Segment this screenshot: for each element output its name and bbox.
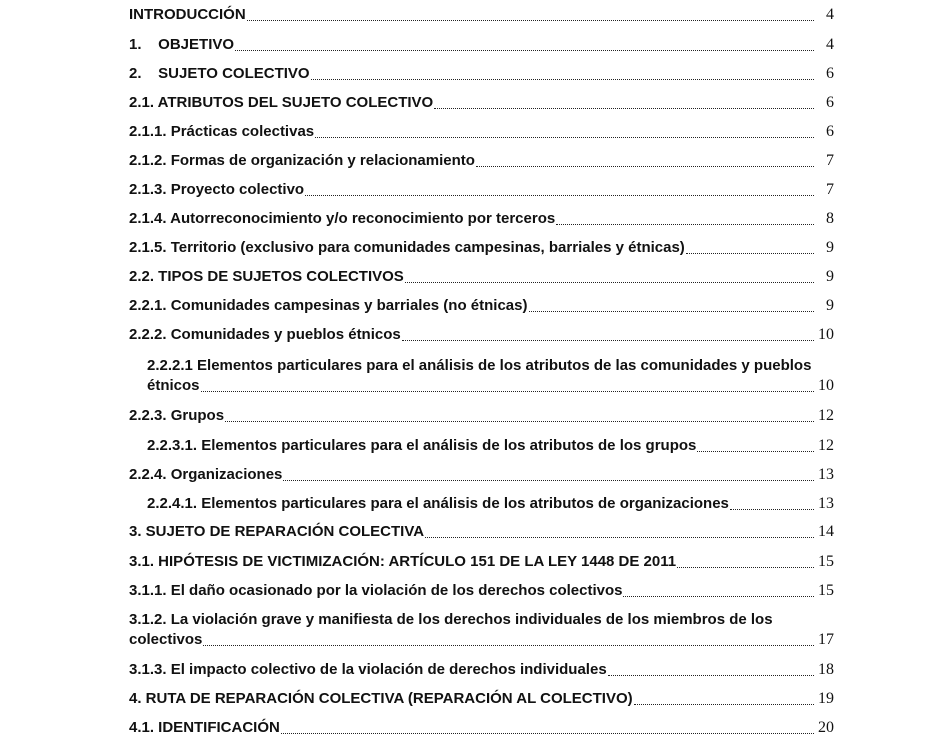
- toc-entry-3-1-1[interactable]: [129, 581, 834, 601]
- toc-entry-2-1-2[interactable]: [129, 151, 834, 171]
- toc-entry-page: 19: [818, 690, 834, 707]
- dot-leader: [201, 391, 814, 392]
- toc-entry-4-1[interactable]: [129, 718, 834, 738]
- toc-entry-title-line1: 2.2.2.1 Elementos particulares para el análisis de los atributos de las comunidades y pueblos: [147, 357, 812, 374]
- toc-entry-page: 8: [826, 210, 834, 227]
- toc-entry-title: 2. SUJETO COLECTIVO: [129, 65, 310, 82]
- toc-entry-page: 4: [826, 36, 834, 53]
- toc-entry-page: 14: [818, 523, 834, 540]
- dot-leader: [305, 195, 814, 196]
- toc-entry-3[interactable]: [129, 522, 834, 542]
- toc-entry-objetivo[interactable]: [129, 35, 834, 55]
- toc-entry-title: 3. SUJETO DE REPARACIÓN COLECTIVA: [129, 523, 425, 540]
- dot-leader: [402, 340, 814, 341]
- dot-leader: [247, 20, 814, 21]
- toc-entry-3-1[interactable]: [129, 552, 834, 572]
- toc-entry-page: 18: [818, 661, 834, 678]
- dot-leader: [281, 733, 814, 734]
- toc-entry-page: 12: [818, 437, 834, 454]
- dot-leader: [434, 108, 814, 109]
- toc-entry-page: 15: [818, 582, 834, 599]
- toc-entry-sujeto-colectivo[interactable]: [129, 64, 834, 84]
- dot-leader: [235, 50, 814, 51]
- toc-entry-title: 2.2. TIPOS DE SUJETOS COLECTIVOS: [129, 268, 404, 285]
- toc-entry-3-1-2[interactable]: [129, 610, 834, 650]
- toc-entry-page: 6: [826, 65, 834, 82]
- dot-leader: [476, 166, 814, 167]
- dot-leader: [634, 704, 814, 705]
- toc-entry-page: 6: [826, 94, 834, 111]
- toc-entry-2-1-3[interactable]: [129, 180, 834, 200]
- toc-entry-page: 13: [818, 495, 834, 512]
- dot-leader: [608, 675, 814, 676]
- toc-entry-2-2-2-1[interactable]: [147, 356, 834, 396]
- toc-entry-title: 2.1.4. Autorreconocimiento y/o reconocimiento por terceros: [129, 210, 556, 227]
- toc-entry-page: 4: [826, 6, 834, 23]
- toc-entry-title: 3.1. HIPÓTESIS DE VICTIMIZACIÓN: ARTÍCULO 151 DE LA LEY 1448 DE 2011: [129, 553, 677, 570]
- toc-entry-page: 13: [818, 466, 834, 483]
- toc-entry-2-1-5[interactable]: [129, 238, 834, 258]
- toc-entry-title: 3.1.3. El impacto colectivo de la violación de derechos individuales: [129, 661, 607, 678]
- toc-entry-2-2-3[interactable]: [129, 406, 834, 426]
- toc-entry-title: 2.2.3. Grupos: [129, 407, 225, 424]
- toc-entry-2-2-1[interactable]: [129, 296, 834, 316]
- toc-entry-title: 2.2.4.1. Elementos particulares para el análisis de los atributos de organizaciones: [147, 495, 729, 512]
- dot-leader: [730, 509, 814, 510]
- toc-entry-page: 15: [818, 553, 834, 570]
- toc-entry-page: 12: [818, 407, 834, 424]
- toc-entry-page: 17: [818, 631, 834, 648]
- toc-entry-title: INTRODUCCIÓN: [129, 6, 246, 23]
- toc-entry-4[interactable]: [129, 689, 834, 709]
- toc-entry-title: 2.1.3. Proyecto colectivo: [129, 181, 305, 198]
- dot-leader: [623, 596, 814, 597]
- toc-entry-page: 10: [818, 377, 834, 394]
- toc-entry-page: 6: [826, 123, 834, 140]
- dot-leader: [697, 451, 814, 452]
- toc-entry-2-2-2[interactable]: [129, 325, 834, 345]
- toc-entry-2-1-1[interactable]: [129, 122, 834, 142]
- toc-entry-2-1-4[interactable]: [129, 209, 834, 229]
- dot-leader: [677, 567, 814, 568]
- toc-entry-page: 10: [818, 326, 834, 343]
- toc-entry-page: 20: [818, 719, 834, 736]
- dot-leader: [315, 137, 814, 138]
- dot-leader: [203, 645, 814, 646]
- toc-entry-page: 9: [826, 268, 834, 285]
- toc-entry-title: 4. RUTA DE REPARACIÓN COLECTIVA (REPARACIÓN AL COLECTIVO): [129, 690, 633, 707]
- toc-entry-title: 2.1.2. Formas de organización y relacionamiento: [129, 152, 475, 169]
- dot-leader: [556, 224, 814, 225]
- dot-leader: [686, 253, 814, 254]
- dot-leader: [425, 537, 814, 538]
- dot-leader: [405, 282, 814, 283]
- toc-entry-title: 2.1.5. Territorio (exclusivo para comunidades campesinas, barriales y étnicas): [129, 239, 685, 256]
- toc-entry-2-2-4-1[interactable]: [147, 494, 834, 514]
- toc-entry-title: 2.2.2. Comunidades y pueblos étnicos: [129, 326, 401, 343]
- toc-entry-title: 2.2.4. Organizaciones: [129, 466, 283, 483]
- toc-entry-title-line1: 3.1.2. La violación grave y manifiesta de los derechos individuales de los miembros de los: [129, 611, 773, 628]
- toc-entry-title: 2.2.1. Comunidades campesinas y barriales (no étnicas): [129, 297, 528, 314]
- toc-entry-introduccion[interactable]: [129, 5, 834, 25]
- toc-entry-2-2-4[interactable]: [129, 465, 834, 485]
- toc-entry-2-2[interactable]: [129, 267, 834, 287]
- toc-entry-page: 7: [826, 181, 834, 198]
- dot-leader: [529, 311, 815, 312]
- toc-entry-title-line2: colectivos: [129, 631, 203, 648]
- dot-leader: [311, 79, 814, 80]
- toc-entry-2-1[interactable]: [129, 93, 834, 113]
- toc-entry-title: 2.1.1. Prácticas colectivas: [129, 123, 315, 140]
- toc-entry-2-2-3-1[interactable]: [147, 436, 834, 456]
- toc-entry-3-1-3[interactable]: [129, 660, 834, 680]
- toc-entry-title: 4.1. IDENTIFICACIÓN: [129, 719, 280, 736]
- toc-entry-title: 1. OBJETIVO: [129, 36, 235, 53]
- dot-leader: [283, 480, 814, 481]
- toc-entry-page: 9: [826, 239, 834, 256]
- dot-leader: [225, 421, 814, 422]
- toc-entry-page: 9: [826, 297, 834, 314]
- toc-entry-title: 3.1.1. El daño ocasionado por la violación de los derechos colectivos: [129, 582, 623, 599]
- toc-entry-title: 2.2.3.1. Elementos particulares para el análisis de los atributos de los grupos: [147, 437, 697, 454]
- toc-entry-title-line2: étnicos: [147, 377, 200, 394]
- toc-entry-title: 2.1. ATRIBUTOS DEL SUJETO COLECTIVO: [129, 94, 434, 111]
- toc-entry-page: 7: [826, 152, 834, 169]
